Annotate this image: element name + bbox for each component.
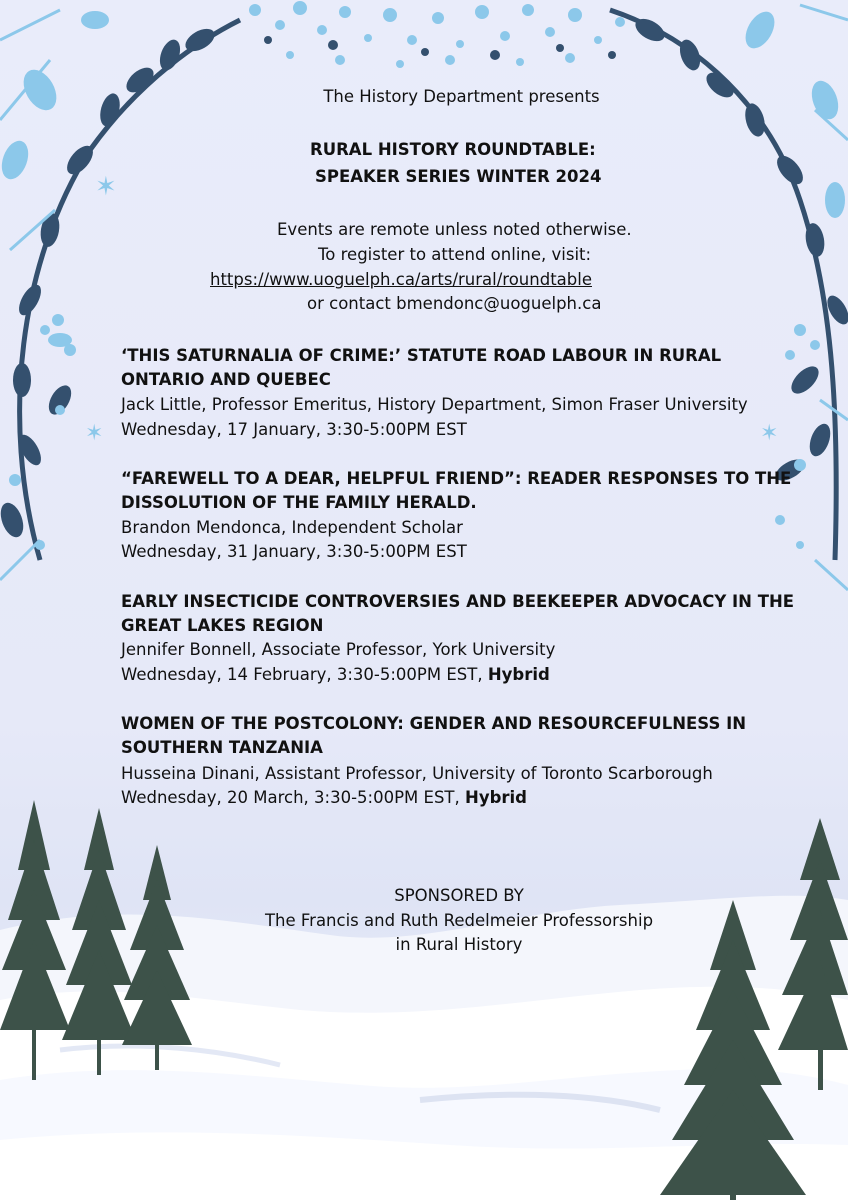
sponsor-line2: in Rural History <box>395 935 523 954</box>
series-title-line1: RURAL HISTORY ROUNDTABLE: <box>310 140 596 159</box>
talk-title: EARLY INSECTICIDE CONTROVERSIES AND BEEKEEPER ADVOCACY IN THE GREAT LAKES REGION <box>121 592 795 635</box>
svg-text:✶: ✶ <box>95 172 117 202</box>
hybrid-label: Hybrid <box>465 788 527 807</box>
register-note: To register to attend online, visit: <box>318 245 592 264</box>
talk-speaker: Jack Little, Professor Emeritus, History Department, Simon Fraser University <box>121 395 748 414</box>
talk-speaker: Husseina Dinani, Assistant Professor, University of Toronto Scarborough <box>121 764 713 783</box>
talk-title: WOMEN OF THE POSTCOLONY: GENDER AND RESOURCEFULNESS IN SOUTHERN TANZANIA <box>121 714 747 757</box>
series-title-line2: SPEAKER SERIES WINTER 2024 <box>315 167 602 186</box>
hybrid-label: Hybrid <box>487 665 550 684</box>
talk-date: Wednesday, 31 January, 3:30-5:00PM EST <box>121 542 467 561</box>
talk-date: Wednesday, 17 January, 3:30-5:00PM EST <box>121 420 467 439</box>
talk-date: Wednesday, 14 February, 3:30-5:00PM EST, Hybrid <box>121 665 550 684</box>
roundtable-link[interactable]: https://www.uoguelph.ca/arts/rural/roundtable <box>210 270 592 289</box>
talk-speaker: Brandon Mendonca, Independent Scholar <box>121 518 463 537</box>
svg-text:✶: ✶ <box>85 421 104 446</box>
presenter-line: The History Department presents <box>323 87 600 106</box>
talk-title: “FAREWELL TO A DEAR, HELPFUL FRIEND”: READER RESPONSES TO THE DISSOLUTION OF THE FAMILY HERALD. <box>121 469 792 512</box>
talk-title: ‘THIS SATURNALIA OF CRIME:’ STATUTE ROAD LABOUR IN RURAL ONTARIO AND QUEBEC <box>121 346 722 389</box>
remote-note: Events are remote unless noted otherwise. <box>277 220 632 239</box>
sponsor-line1: The Francis and Ruth Redelmeier Professorship <box>264 911 654 930</box>
sponsor-label: SPONSORED BY <box>394 886 524 905</box>
talk-speaker: Jennifer Bonnell, Associate Professor, York University <box>121 640 556 659</box>
talk-date: Wednesday, 20 March, 3:30-5:00PM EST, Hybrid <box>121 788 527 807</box>
svg-text:✶: ✶ <box>760 421 779 446</box>
contact-note: or contact bmendonc@uoguelph.ca <box>307 294 602 313</box>
